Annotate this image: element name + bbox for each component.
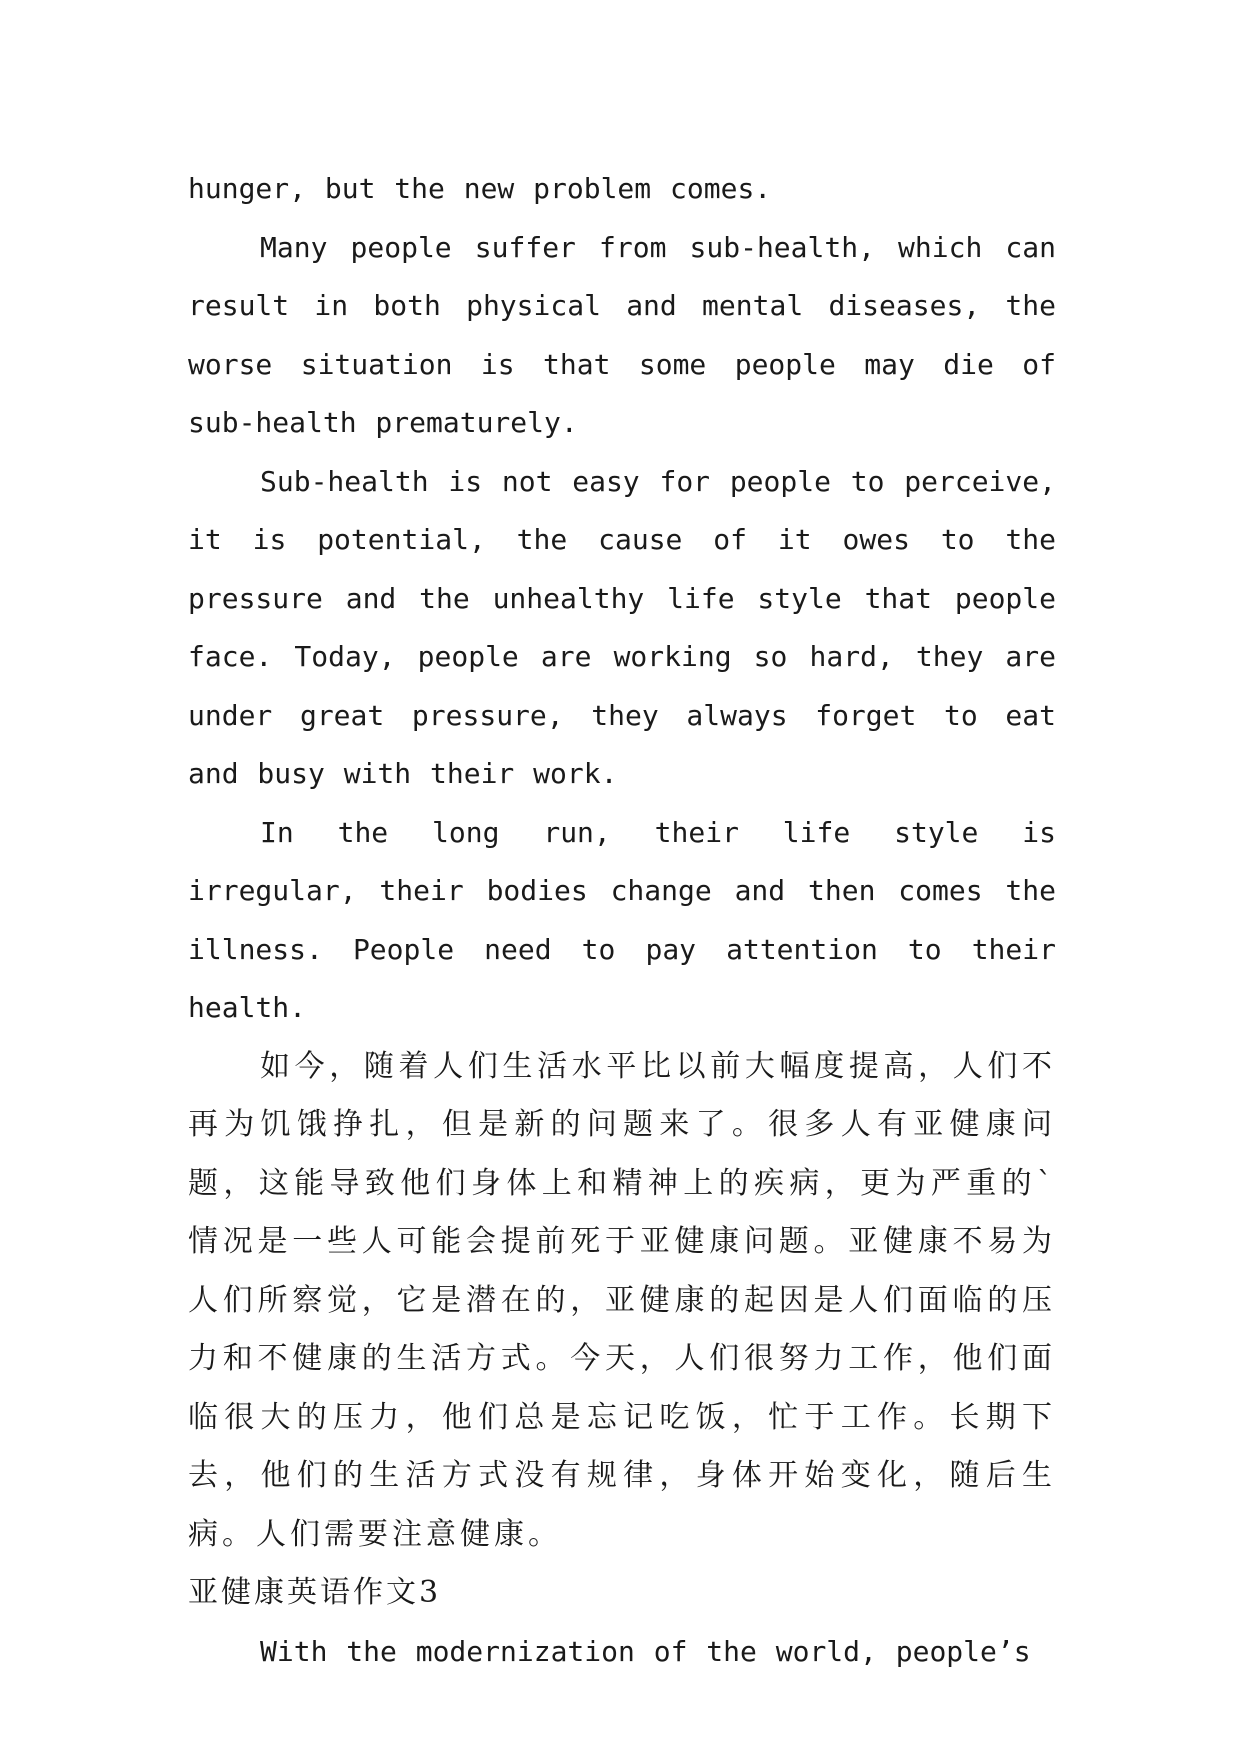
paragraph-chinese-translation: 如今，随着人们生活水平比以前大幅度提高，人们不再为饥饿挣扎，但是新的问题来了。很多人有亚健康问题，这能导致他们身体上和精神上的疾病，更为严重的`情况是一些人可能会提前死于亚健康问题。亚健康不易为人们所察觉，它是潜在的，亚健康的起因是人们面临的压力和不健康的生活方式。今天，人们很努力工作，他们面临很大的压力，他们总是忘记吃饭，忙于工作。长期下去，他们的生活方式没有规律，身体开始变化，随后生病。人们需要注意健康。 <box>188 1048 1056 1552</box>
document-body <box>188 160 1056 1681</box>
paragraph-long-run: In the long run, their life style is irregular, their bodies change and then comes the illness. People need to pay attention to their health. <box>188 815 1056 1024</box>
paragraph-sub-health-causes: Sub-health is not easy for people to perceive, it is potential, the cause of it owes to the pressure and the unhealthy life style that people face. Today, people are working so hard, they are under great pressure, they always forget to eat and busy with their work. <box>188 464 1056 790</box>
section-heading: 亚健康英语作文3 <box>188 1575 442 1610</box>
paragraph-continuation: hunger, but the new problem comes. <box>188 172 772 205</box>
paragraph-sub-health-effects: Many people suffer from sub-health, which can result in both physical and mental diseases, the worse situation is that some people may die of sub-health prematurely. <box>188 230 1056 439</box>
paragraph-essay-3-start: With the modernization of the world, people’s <box>260 1634 1031 1668</box>
